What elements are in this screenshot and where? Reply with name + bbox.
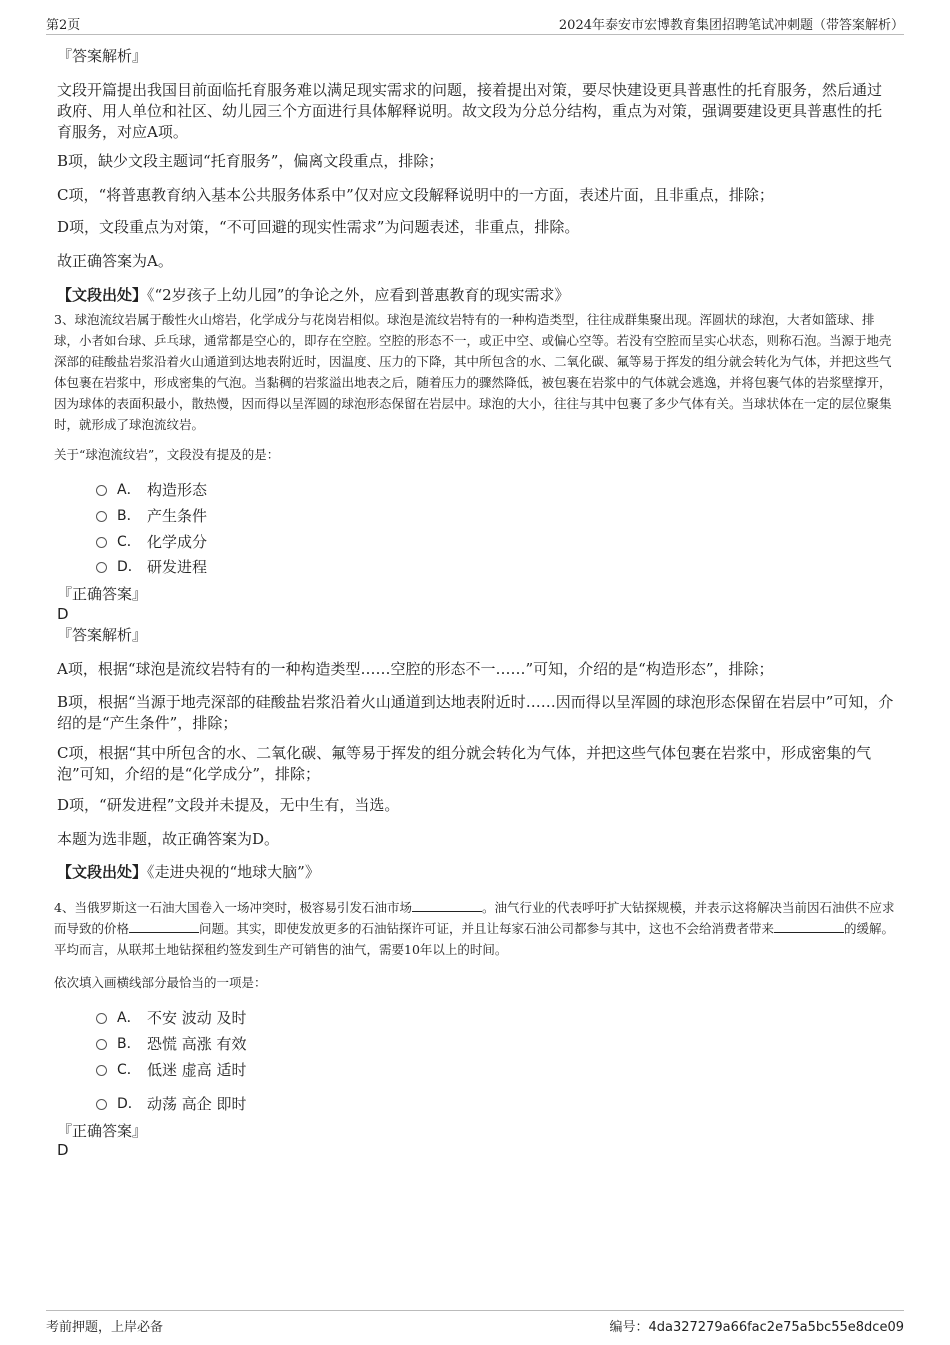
radio-icon[interactable]	[96, 537, 107, 548]
option-text: 研发进程	[147, 557, 208, 576]
q3-analysis-c: C项，根据“其中所包含的水、二氧化碳、氟等易于挥发的组分就会转化为气体，并把这些气体包裹在岩浆中，形成密集的气泡”可知，介绍的是“化学成分”，排除；	[57, 744, 872, 783]
q3-option-d[interactable]	[96, 556, 207, 576]
option-text: 构造形态	[147, 480, 208, 499]
option-text: 不安 波动 及时	[147, 1008, 247, 1027]
q3-analysis-d: D项，“研发进程”文段并未提及，无中生有，当选。	[57, 796, 400, 814]
option-text: 化学成分	[147, 532, 208, 551]
option-key: B．	[117, 1036, 141, 1052]
radio-icon[interactable]	[96, 1099, 107, 1110]
document-title: 2024年泰安市宏博教育集团招聘笔试冲刺题（带答案解析）	[558, 18, 904, 33]
q2-source-label: 【文段出处】	[57, 286, 148, 304]
option-key: B．	[117, 508, 141, 524]
option-text: 产生条件	[147, 506, 208, 525]
q4-option-a[interactable]	[96, 1007, 247, 1027]
q3-analysis-label: 『答案解析』	[57, 626, 148, 644]
q2-analysis-c: C项，“将普惠教育纳入基本公共服务体系中”仅对应文段解释说明中的一方面，表述片面，且非重点，排除；	[57, 186, 774, 204]
radio-icon[interactable]	[96, 485, 107, 496]
q3-source	[57, 862, 320, 883]
q4-question: 依次填入画横线部分最恰当的一项是：	[54, 975, 267, 990]
q4-answer: D	[57, 1141, 69, 1159]
q4-option-c[interactable]	[96, 1059, 247, 1079]
q3-answer-label: 『正确答案』	[57, 585, 148, 603]
radio-icon[interactable]	[96, 1013, 107, 1024]
q3-option-b[interactable]	[96, 505, 207, 525]
q3-analysis-a: A项，根据“球泡是流纹岩特有的一种构造类型……空腔的形态不一……”可知，介绍的是“构造形态”，排除；	[57, 660, 774, 678]
footer-slogan: 考前押题，上岸必备	[46, 1320, 164, 1335]
option-key: C．	[117, 534, 141, 550]
option-key: A．	[117, 1010, 141, 1026]
blank-2	[129, 920, 199, 933]
option-key: C．	[117, 1062, 141, 1078]
q2-analysis-label: 『答案解析』	[57, 47, 148, 65]
option-text: 恐慌 高涨 有效	[147, 1034, 247, 1053]
q2-analysis-b: B项，缺少文段主题词“托育服务”，偏离文段重点，排除；	[57, 152, 444, 170]
q3-option-c[interactable]	[96, 531, 207, 551]
q4-answer-label: 『正确答案』	[57, 1122, 148, 1140]
q3-source-title: 《走进央视的“地球大脑”》	[147, 863, 320, 881]
q3-analysis-b: B项，根据“当源于地壳深部的硅酸盐岩浆沿着火山通道到达地表附近时……因而得以呈浑圆的球泡形态保留在岩层中”可知，介绍的是“产生条件”，排除；	[57, 693, 894, 732]
q2-conclusion: 故正确答案为A。	[57, 252, 173, 270]
q3-option-a[interactable]	[96, 479, 207, 499]
q2-source-title: 《“2岁孩子上幼儿园”的争论之外，应看到普惠教育的现实需求》	[147, 286, 570, 304]
blank-1	[412, 899, 482, 912]
q4-text-2: 。油气行业的代表呼吁扩大钻探规模，并表示这将解决当前因石油供不应求而导致的价格	[54, 900, 895, 936]
option-text: 动荡 高企 即时	[147, 1094, 247, 1113]
radio-icon[interactable]	[96, 1065, 107, 1076]
q4-passage	[54, 897, 899, 960]
option-key: D．	[117, 559, 142, 575]
radio-icon[interactable]	[96, 562, 107, 573]
code-value: 4da327279a66fac2e75a5bc55e8dce09	[648, 1320, 904, 1335]
q4-option-b[interactable]	[96, 1033, 247, 1053]
radio-icon[interactable]	[96, 1039, 107, 1050]
q4-option-d[interactable]	[96, 1093, 247, 1113]
option-text: 低迷 虚高 适时	[147, 1060, 247, 1079]
page-header	[46, 14, 904, 35]
code-label: 编号：	[609, 1320, 649, 1335]
blank-3	[774, 920, 844, 933]
q3-passage: 3、球泡流纹岩属于酸性火山熔岩，化学成分与花岗岩相似。球泡是流纹岩特有的一种构造类型，往往成群集聚出现。浑圆状的球泡，大者如篮球、排球，小者如台球、乒乓球，通常都是空心的，即存在空腔。空腔的形态不一，或正中空、或偏心空等。若没有空腔而呈实心状态，则称石泡。当源于地壳深部的硅酸盐岩浆沿着火山通道到达地表附近时，因温度、压力的下降，其中所包含的水、二氧化碳、氟等易于挥发的组分就会转化为气体，并把这些气体包裹在岩浆中，形成密集的气泡。当黏稠的岩浆溢出地表之后，随着压力的骤然降低，被包裹在岩浆中的气体就会逃逸，并将包裹气体的岩浆壁撑开，因为球体的表面积最小，散热慢，因而得以呈浑圆的球泡形态保留在岩层中。球泡的大小，往往与其中包裹了多少气体有关。当球状体在一定的层位聚集时，就形成了球泡流纹岩。	[54, 312, 892, 432]
q4-text-3: 问题。其实，即使发放更多的石油钻探许可证，并且让每家石油公司都参与其中，这也不会给消费者带来	[199, 921, 775, 936]
q3-answer: D	[57, 605, 69, 623]
page-footer	[46, 1310, 904, 1335]
q4-text-1: 4、当俄罗斯这一石油大国卷入一场冲突时，极容易引发石油市场	[54, 900, 412, 915]
q2-analysis-d: D项，文段重点为对策，“不可回避的现实性需求”为问题表述，非重点，排除。	[57, 218, 580, 236]
q4-text-4: 的缓解。平均而言，从联邦土地钻探租约签发到生产可销售的油气，需要10年以上的时间。	[54, 921, 895, 957]
option-key: A．	[117, 482, 141, 498]
page-number: 第2页	[46, 18, 81, 33]
radio-icon[interactable]	[96, 511, 107, 522]
q2-source	[57, 285, 569, 306]
document-code	[609, 1316, 904, 1335]
q3-conclusion: 本题为选非题，故正确答案为D。	[57, 830, 280, 848]
option-key: D．	[117, 1096, 142, 1112]
q3-question: 关于“球泡流纹岩”，文段没有提及的是：	[54, 447, 280, 462]
q3-source-label: 【文段出处】	[57, 863, 148, 881]
q2-analysis-main: 文段开篇提出我国目前面临托育服务难以满足现实需求的问题，接着提出对策，要尽快建设更具普惠性的托育服务，然后通过政府、用人单位和社区、幼儿园三个方面进行具体解释说明。故文段为分总分结构，重点为对策，强调要建设更具普惠性的托育服务，对应A项。	[57, 81, 883, 141]
